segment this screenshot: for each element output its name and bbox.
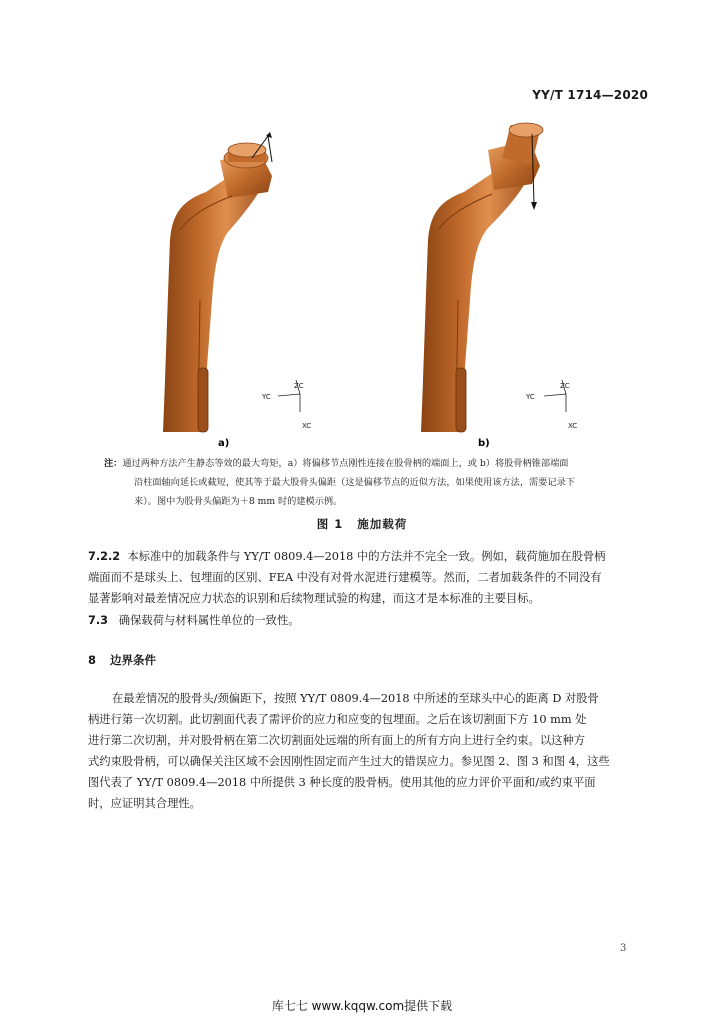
stem-b-slot [456,368,466,432]
section-8-line-4: 式约束股骨柄，可以确保关注区域不会因刚性固定而产生过大的错误应力。参见图 2、图 3 和图 4，这些 [88,755,610,768]
axis-a-yc: YC [262,393,271,401]
axis-b-zc: ZC [560,382,570,390]
section-7-2-2-line-2: 端面而不是球头上、包埋面的区别、FEA 中没有对骨水泥进行建模等。然而，二者加载条件的不同没有 [88,571,602,584]
axis-triad-a [261,380,311,430]
section-7-3-text: 确保载荷与材料属性单位的一致性。 [118,614,300,627]
axis-b-yc: YC [526,393,535,401]
section-8-title: 边界条件 [110,653,157,667]
stem-b [421,123,543,432]
axis-b-xc: XC [568,422,578,430]
stem-a-body [163,172,268,432]
axis-triad-b [525,380,577,430]
figure-1 [0,0,724,460]
section-8-heading [88,652,156,668]
section-8-line-2: 柄进行第一次切割。此切割面代表了需评价的应力和应变的包埋面。之后在该切割面下方 10 mm 处 [88,713,587,726]
section-7-2-2-line-1: 7.2.2 本标准中的加载条件与 YY/T 0809.4—2018 中的方法并不完全一致。例如，载荷施加在股骨柄 [88,550,606,563]
section-7-3-number: 7.3 [88,614,109,627]
section-8-line-3: 进行第二次切割，并对股骨柄在第二次切割面处远端的所有面上的所有方向上进行全约束。以这种方 [88,734,586,747]
subfig-b-label: b) [478,438,490,449]
figure-title-text: 施加载荷 [357,517,408,531]
figure-note [104,454,664,511]
stem-b-body [421,166,534,432]
stem-a-slot [198,368,208,432]
page-number: 3 [620,943,627,954]
axis-a-zc: ZC [294,382,304,390]
stem-b-trunnion [509,123,543,137]
figure-title [0,516,724,532]
stem-a-load-arrow [268,136,272,162]
footer-download-link[interactable]: 库七七 www.kqqw.com提供下载 [271,999,453,1013]
figure-number: 图 1 [316,517,344,531]
section-7-2-2-line-3: 显著影响对最差情况应力状态的识别和后续物理试验的构建，而这才是本标准的主要目标。 [88,592,540,605]
section-8-line-5: 图代表了 YY/T 0809.4—2018 中所提供 3 种长度的股骨柄。使用其他的应力评价平面和/或约束平面 [88,776,596,789]
note-line-1: 注：通过两种方法产生静态等效的最大弯矩，a）将偏移节点刚性连接在股骨柄的端面上，或 b）将股骨柄锥部端面 [104,458,569,469]
note-line-3: 来）。图中为股骨头偏距为＋8 mm 时的建模示例。 [134,496,343,507]
note-line-2: 沿柱面轴向延长或截短，使其等于最大股骨头偏距（这是偏移节点的近似方法，如果使用该方法，需要记录下 [134,477,575,488]
note-label: 注： [104,458,123,469]
subfig-a-label: a) [218,438,230,449]
section-8-body [88,688,640,814]
axis-a-xc: XC [302,422,312,430]
section-7-2-2-number: 7.2.2 [88,550,121,563]
standard-code: YY/T 1714—2020 [532,88,648,102]
section-7-2-2 [88,546,640,609]
section-8-line-1: 在最差情况的股骨头/颈偏距下，按照 YY/T 0809.4—2018 中所述的至球头中心的距离 D 对股骨 [112,692,599,705]
section-8-number: 8 [88,653,97,667]
section-8-line-6: 时，应证明其合理性。 [88,797,201,810]
section-7-3 [88,610,640,631]
stem-a [163,132,272,432]
